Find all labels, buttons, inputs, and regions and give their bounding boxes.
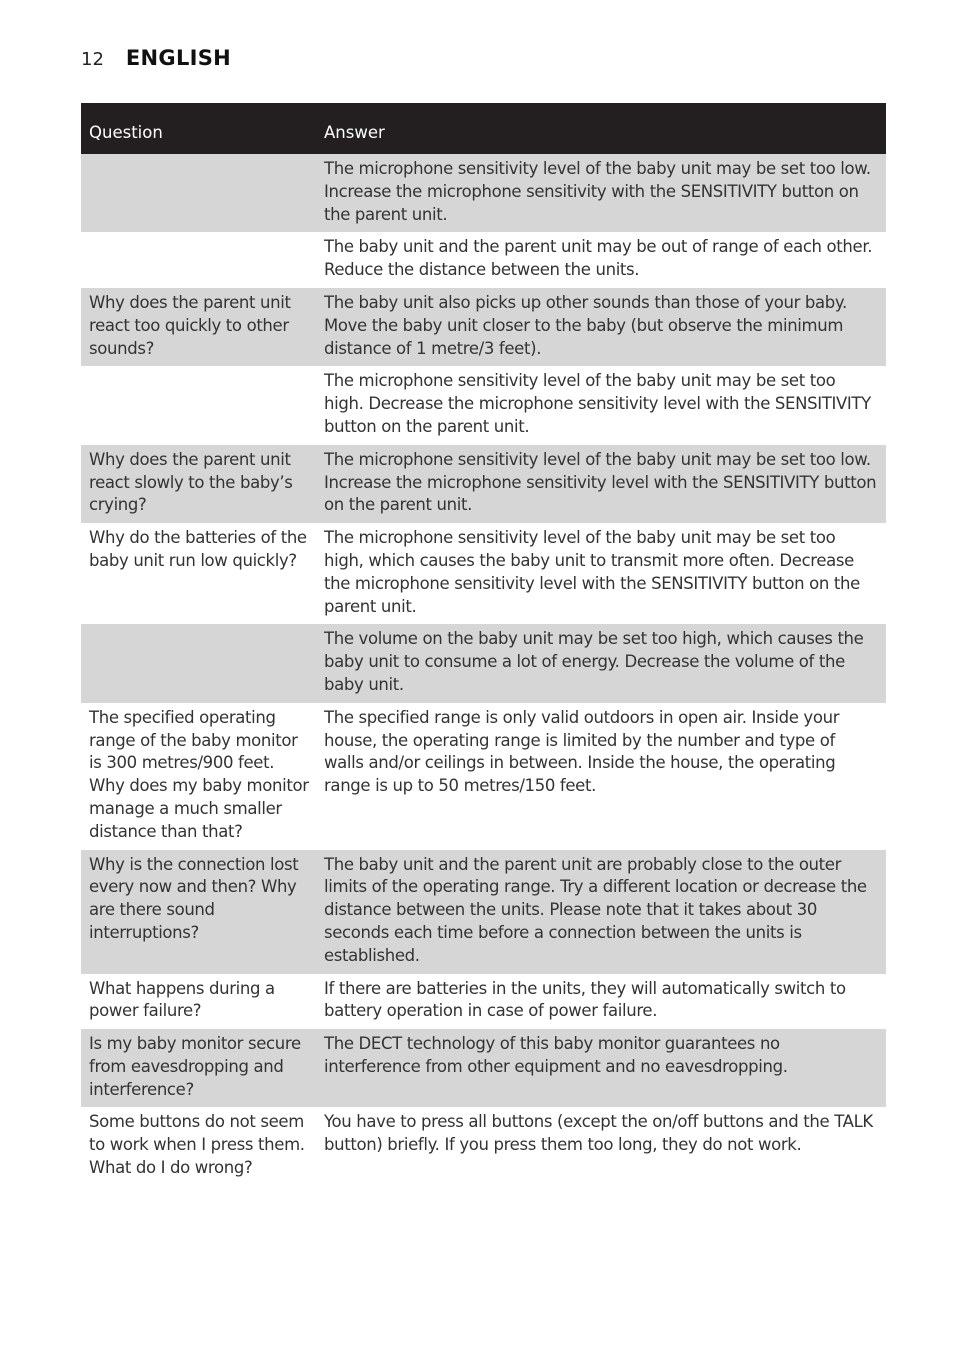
table-row <box>81 1107 886 1185</box>
section-title: ENGLISH <box>125 46 232 70</box>
faq-table <box>81 103 886 1186</box>
table-row <box>81 703 886 850</box>
table-row <box>81 232 886 288</box>
answer-cell: The DECT technology of this baby monitor guarantees no interference from other equipment and no eavesdropping. <box>316 1029 886 1107</box>
page-number: 12 <box>81 49 104 70</box>
answer-cell: The baby unit and the parent unit may be out of range of each other. Reduce the distance between the units. <box>324 237 873 280</box>
question-cell <box>81 624 316 702</box>
answer-cell: If there are batteries in the units, they will automatically switch to battery operation in case of power failure. <box>324 978 846 1021</box>
answer-cell: The baby unit also picks up other sounds than those of your baby. Move the baby unit closer to the baby (but observe the minimum distance of 1 metre/3 feet). <box>316 288 886 366</box>
question-cell <box>81 232 316 288</box>
question-cell <box>81 154 316 232</box>
answer-cell: You have to press all buttons (except the on/off buttons and the TALK button) briefly. If you press them too long, they do not work. <box>324 1112 873 1155</box>
table-row <box>81 1029 886 1107</box>
answer-cell: The specified range is only valid outdoors in open air. Inside your house, the operating range is limited by the number and type of walls and/or ceilings in between. Inside the house, the operating range is up to 50 metres/150 feet. <box>324 707 840 796</box>
question-cell: Why is the connection lost every now and then? Why are there sound interruptions? <box>81 850 316 974</box>
column-header-answer: Answer <box>316 103 886 154</box>
table-row <box>81 154 886 232</box>
faq-body <box>81 154 886 1186</box>
answer-cell: The volume on the baby unit may be set too high, which causes the baby unit to consume a lot of energy. Decrease the volume of the baby unit. <box>316 624 886 702</box>
page-header <box>81 46 231 76</box>
table-row <box>81 523 886 624</box>
answer-cell: The microphone sensitivity level of the baby unit may be set too high, which causes the baby unit to transmit more often. Decrease the microphone sensitivity level with the SENSITIVITY button on the parent unit. <box>324 528 860 616</box>
column-header-question: Question <box>81 103 316 154</box>
question-cell: The specified operating range of the baby monitor is 300 metres/900 feet. Why does my baby monitor manage a much smaller distance than that? <box>89 707 309 841</box>
table-row <box>81 974 886 1030</box>
answer-cell: The microphone sensitivity level of the baby unit may be set too low. Increase the microphone sensitivity with the SENSITIVITY button on the parent unit. <box>316 154 886 232</box>
question-cell: What happens during a power failure? <box>89 978 275 1021</box>
answer-cell: The microphone sensitivity level of the baby unit may be set too high. Decrease the microphone sensitivity level with the SENSITIVITY button on the parent unit. <box>324 371 871 436</box>
question-cell: Some buttons do not seem to work when I press them. What do I do wrong? <box>89 1112 305 1178</box>
table-row <box>81 445 886 523</box>
table-row <box>81 850 886 974</box>
table-row <box>81 366 886 444</box>
table-row <box>81 624 886 702</box>
question-cell <box>81 366 316 444</box>
answer-cell: The microphone sensitivity level of the baby unit may be set too low. Increase the microphone sensitivity level with the SENSITIVITY button on the parent unit. <box>316 445 886 523</box>
question-cell: Is my baby monitor secure from eavesdropping and interference? <box>81 1029 316 1107</box>
answer-cell: The baby unit and the parent unit are probably close to the outer limits of the operating range. Try a different location or decrease the distance between the units. Please note that it takes about 30 seconds each time before a connection between the units is established. <box>316 850 886 974</box>
question-cell: Why does the parent unit react too quickly to other sounds? <box>81 288 316 366</box>
question-cell: Why do the batteries of the baby unit run low quickly? <box>89 528 307 570</box>
table-header-row <box>81 103 886 154</box>
question-cell: Why does the parent unit react slowly to the baby’s crying? <box>81 445 316 523</box>
table-row <box>81 288 886 366</box>
